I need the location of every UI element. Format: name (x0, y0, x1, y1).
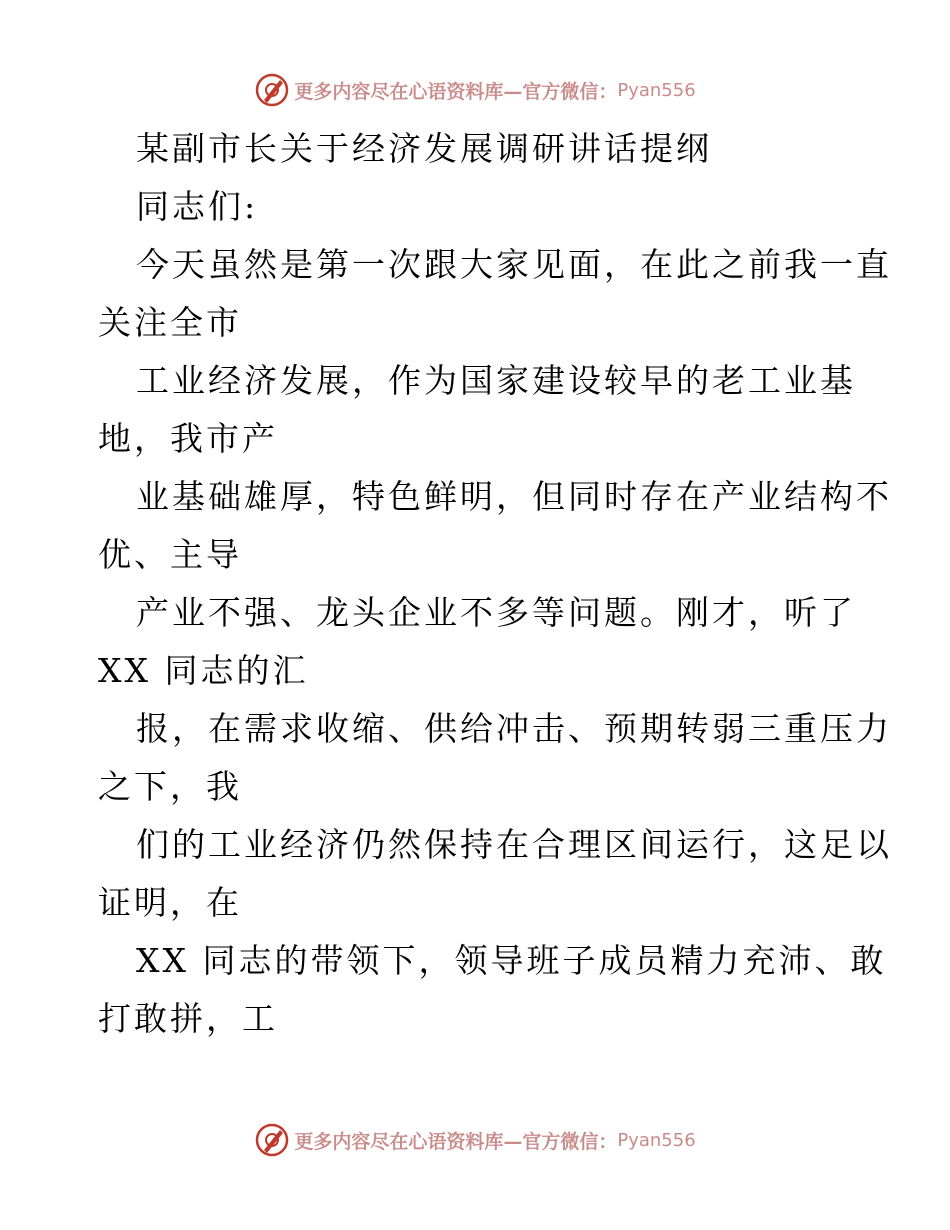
paragraph-line: 地，我市产 (98, 419, 278, 458)
footer-banner-text: 更多内容尽在心语资料库—官方微信： (294, 1130, 618, 1153)
paragraph-line: 之下，我 (98, 767, 242, 806)
paragraph-line: 工业经济发展，作为国家建设较早的老工业基 (136, 361, 856, 400)
header-banner (0, 70, 950, 110)
header-banner-text: 更多内容尽在心语资料库—官方微信： (294, 80, 618, 103)
pen-logo-icon (254, 1122, 290, 1158)
paragraph-line: XX 同志的带领下，领导班子成员精力充沛、敢 (136, 941, 887, 980)
header-wechat-id: Pyan556 (617, 79, 696, 101)
paragraph-line: 打敢拼，工 (98, 999, 278, 1038)
paragraph-line: 产业不强、龙头企业不多等问题。刚才，听了 (136, 593, 856, 632)
paragraph-line: 今天虽然是第一次跟大家见面，在此之前我一直 (136, 245, 892, 284)
paragraph-line: 优、主导 (98, 535, 242, 574)
paragraph-line: 们的工业经济仍然保持在合理区间运行，这足以 (136, 825, 892, 864)
paragraph-line: 业基础雄厚，特色鲜明，但同时存在产业结构不 (136, 477, 892, 516)
salutation: 同志们: (136, 187, 259, 226)
document-title: 某副市长关于经济发展调研讲话提纲 (136, 129, 712, 168)
pen-logo-icon (254, 72, 290, 108)
paragraph-line: 关注全市 (98, 303, 242, 342)
footer-wechat-id: Pyan556 (617, 1129, 696, 1151)
document-body (98, 120, 898, 1048)
paragraph-line: 证明，在 (98, 883, 242, 922)
paragraph-line: XX 同志的汇 (98, 651, 309, 690)
footer-banner (0, 1120, 950, 1160)
paragraph-line: 报，在需求收缩、供给冲击、预期转弱三重压力 (136, 709, 892, 748)
